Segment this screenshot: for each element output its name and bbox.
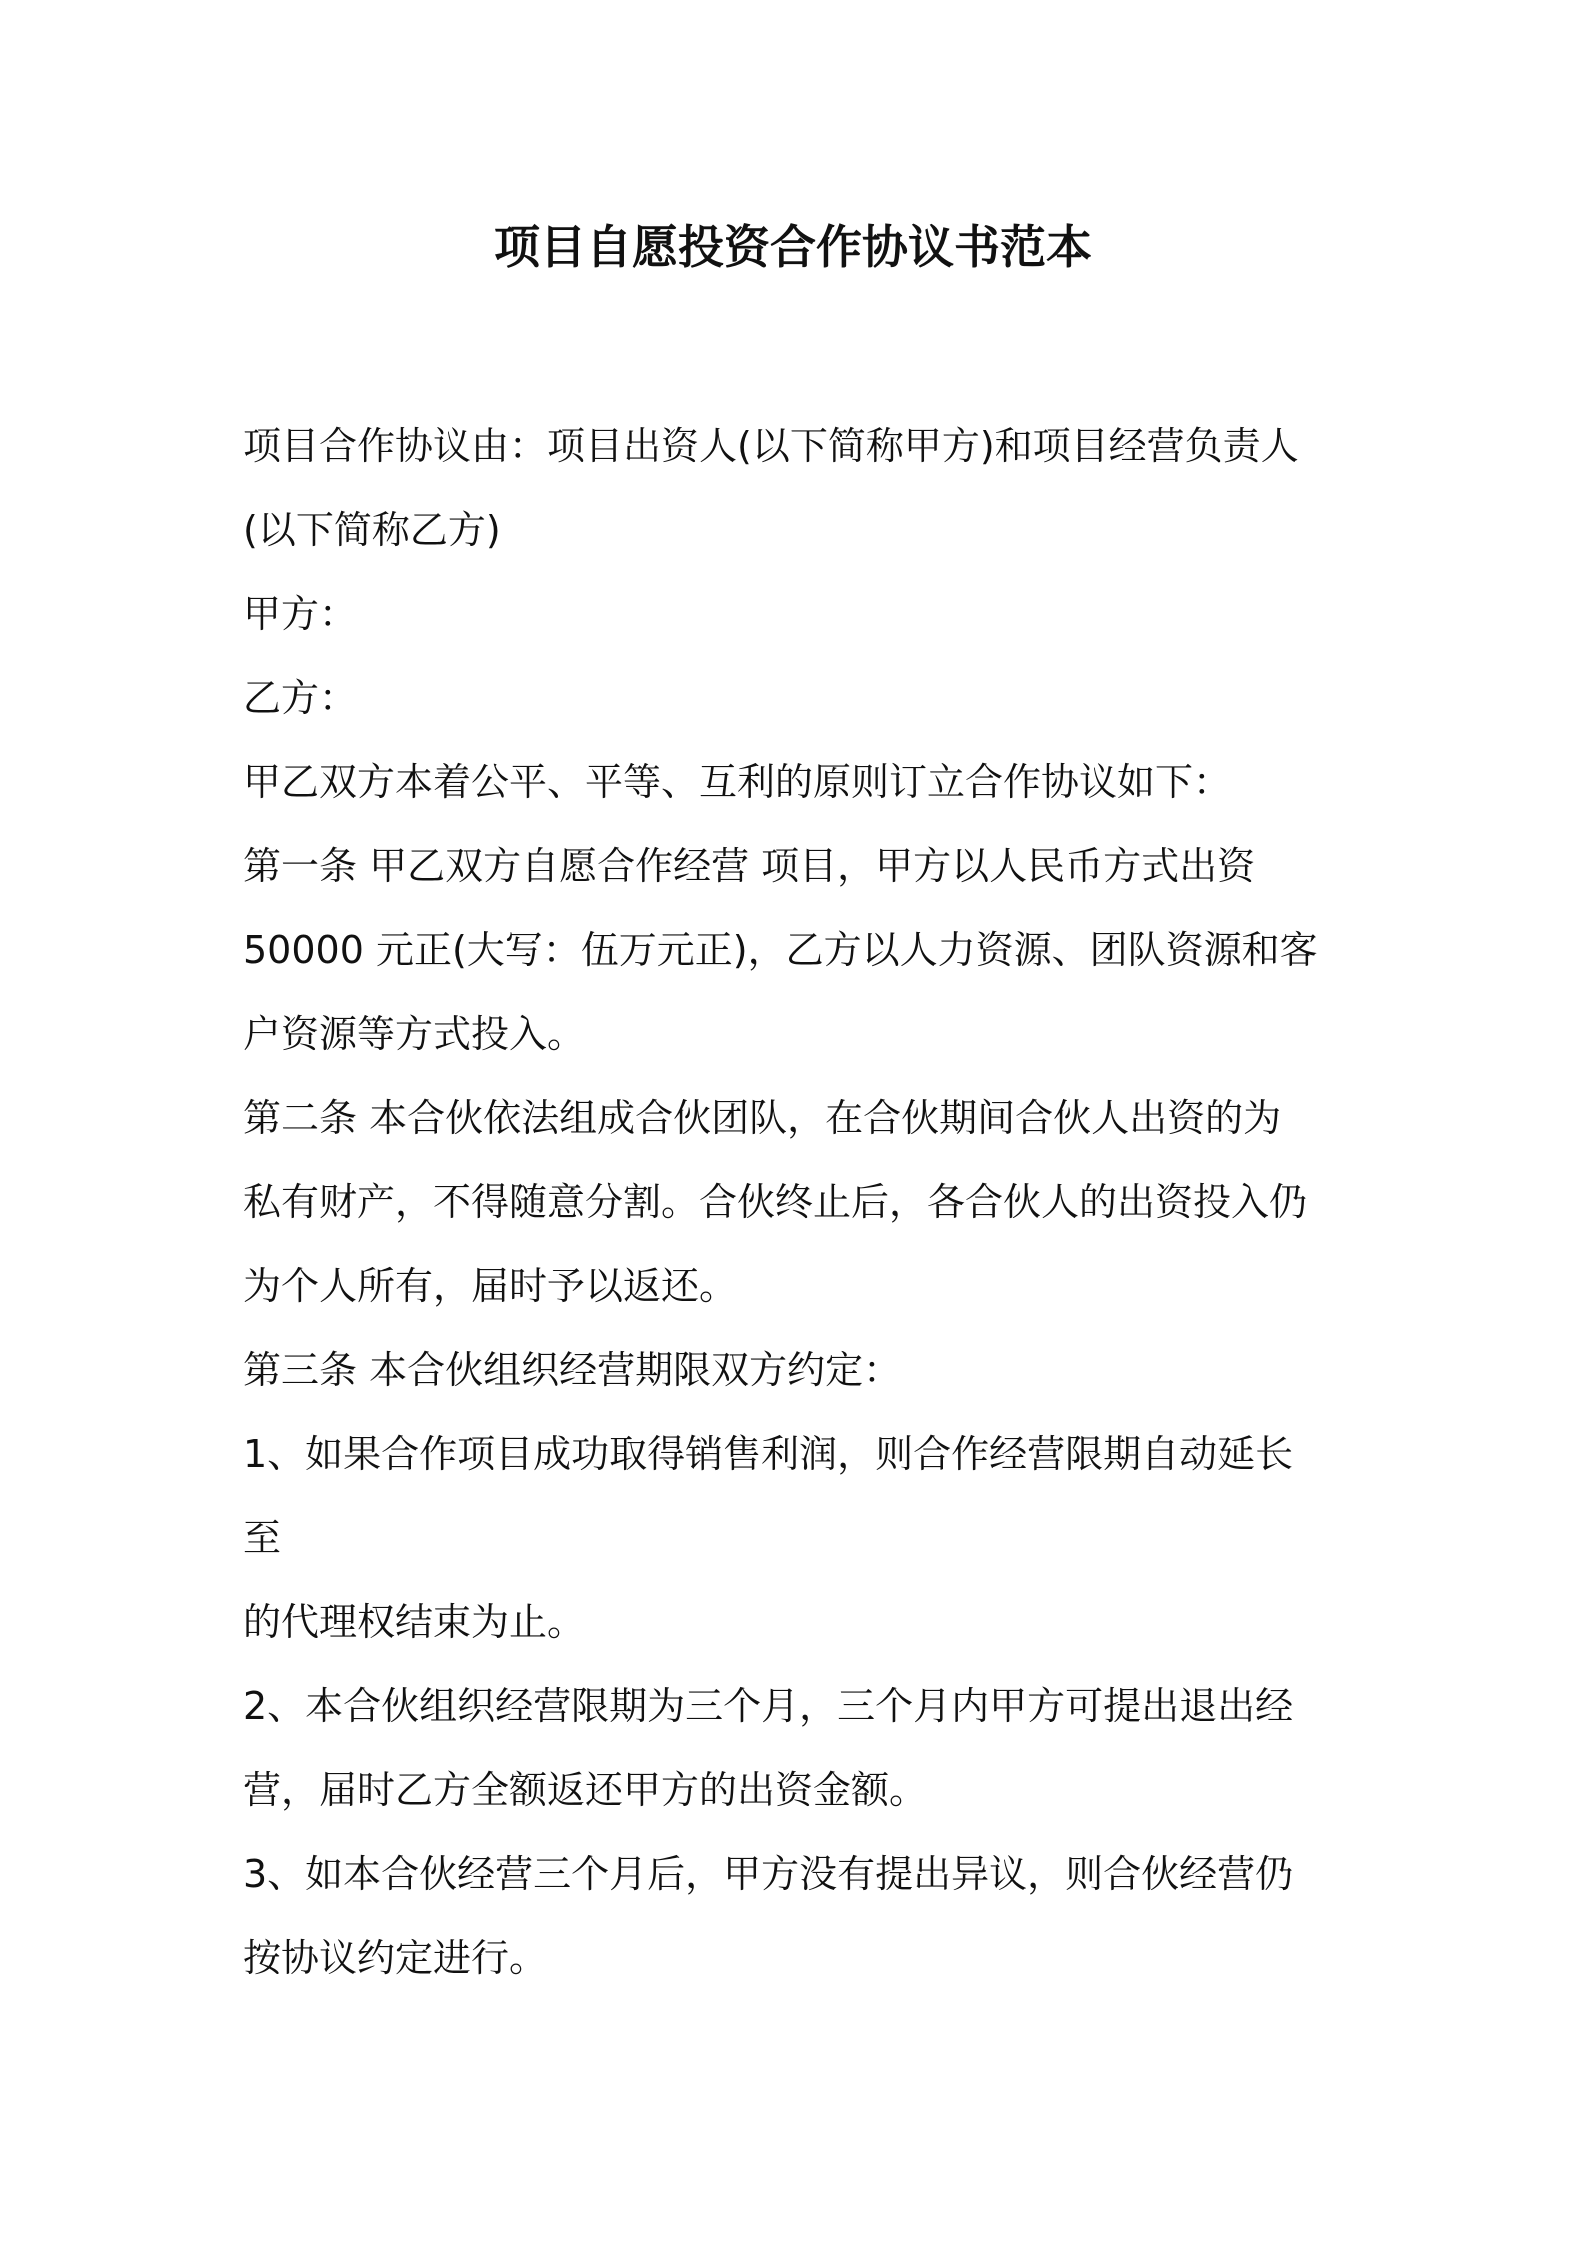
clause-1-line-3: 的代理权结束为止。	[243, 1600, 586, 1644]
clause-1-line-2: 至	[243, 1516, 282, 1560]
clause-3-line-2: 按协议约定进行。	[243, 1936, 548, 1980]
article-2-line-3: 为个人所有，届时予以返还。	[243, 1264, 738, 1308]
article-1-line-1: 第一条 甲乙双方自愿合作经营 项目，甲方以人民币方式出资	[243, 844, 1256, 888]
agreement-preamble: 甲乙双方本着公平、平等、互利的原则订立合作协议如下：	[243, 760, 1232, 804]
clause-3-line-1: 3、如本合伙经营三个月后，甲方没有提出异议，则合伙经营仍	[243, 1852, 1294, 1896]
article-1-line-2: 50000 元正(大写：伍万元正)，乙方以人力资源、团队资源和客	[243, 928, 1318, 972]
article-1-line-3: 户资源等方式投入。	[243, 1012, 586, 1056]
article-2-line-1: 第二条 本合伙依法组成合伙团队，在合伙期间合伙人出资的为	[243, 1096, 1282, 1140]
clause-2-line-2: 营，届时乙方全额返还甲方的出资金额。	[243, 1768, 928, 1812]
clause-1-line-1: 1、如果合作项目成功取得销售利润，则合作经营限期自动延长	[243, 1432, 1294, 1476]
article-3-heading: 第三条 本合伙组织经营期限双方约定：	[243, 1348, 902, 1392]
party-b-line: 乙方：	[243, 676, 358, 720]
article-2-line-2: 私有财产，不得随意分割。合伙终止后，各合伙人的出资投入仍	[243, 1180, 1308, 1224]
intro-line-2: (以下简称乙方)	[243, 508, 501, 552]
document-body	[243, 404, 1363, 2000]
clause-2-line-1: 2、本合伙组织经营限期为三个月，三个月内甲方可提出退出经	[243, 1684, 1294, 1728]
intro-line-1: 项目合作协议由：项目出资人(以下简称甲方)和项目经营负责人	[243, 424, 1299, 468]
document-title: 项目自愿投资合作协议书范本	[494, 220, 1092, 274]
party-a-line: 甲方：	[243, 592, 358, 636]
